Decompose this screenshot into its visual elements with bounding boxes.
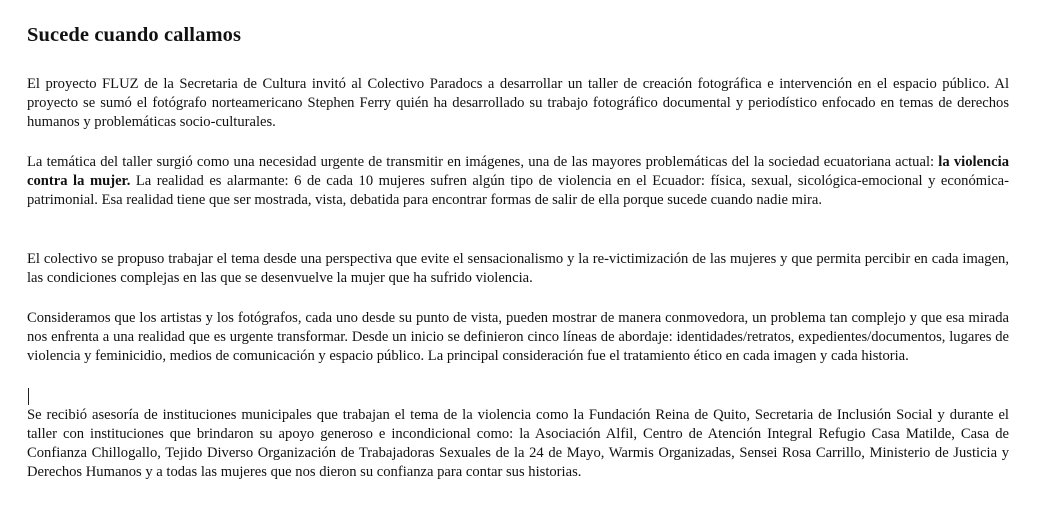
text-cursor bbox=[28, 388, 29, 405]
paragraph-project-intro: El proyecto FLUZ de la Secretaria de Cultura invitó al Colectivo Paradocs a desarrollar un taller de creación fotográfica e intervención en el espacio público. Al proyecto se sumó el fotógrafo norteamericano Stephen Ferry quién ha desarrollado su trabajo fotográfico documental y periodístico enfocado en temas de derechos humanos y problemáticas socio-culturales. bbox=[27, 76, 1009, 130]
paragraph-workshop-theme bbox=[27, 153, 1009, 210]
paragraph-artists-view: Consideramos que los artistas y los fotógrafos, cada uno desde su punto de vista, pueden mostrar de manera conmovedora, un problema tan complejo y que esa mirada nos enfrenta a una realidad que es urgente transformar. Desde un inicio se definieron cinco líneas de abordaje: identidades/retratos, expedientes/documentos, lugares de violencia y feminicidio, medios de comunicación y espacio público. La principal consideración fue el tratamiento ético en cada imagen y cada historia. bbox=[27, 310, 1009, 364]
paragraph-collective-approach: El colectivo se propuso trabajar el tema desde una perspectiva que evite el sensacionalismo y la re-victimización de las mujeres y que permita percibir en cada imagen, las condiciones complejas en las que se desenvuelve la mujer que ha sufrido violencia. bbox=[27, 251, 1009, 286]
emphasis-text: la violencia contra la mujer. bbox=[27, 154, 1009, 189]
paragraph-text: La realidad es alarmante: 6 de cada 10 mujeres sufren algún tipo de violencia en el Ecuador: física, sexual, sicológica-emocional y económica-patrimonial. Esa realidad tiene que ser mostrada, vista, debatida para encontrar formas de salir de ella porque sucede cuando nadie mira. bbox=[27, 173, 1009, 208]
paragraph-text: La temática del taller surgió como una necesidad urgente de transmitir en imágenes, una de las mayores problemáticas del la sociedad ecuatoriana actual: bbox=[27, 154, 939, 170]
document-body[interactable] bbox=[27, 22, 1009, 480]
paragraph-institutions: Se recibió asesoría de instituciones municipales que trabajan el tema de la violencia como la Fundación Reina de Quito, Secretaria de Inclusión Social y durante el taller con instituciones que brindaron su apoyo generoso e incondicional como: la Asociación Alfil, Centro de Atención Integral Refugio Casa Matilde, Casa de Confianza Chillogallo, Tejido Diverso Organización de Trabajadoras Sexuales de la 24 de Mayo, Warmis Organizadas, Sensei Rosa Carrillo, Ministerio de Justicia y Derechos Humanos y a todas las mujeres que nos dieron su confianza para contar sus historias. bbox=[27, 407, 1009, 480]
document-title: Sucede cuando callamos bbox=[27, 24, 242, 46]
